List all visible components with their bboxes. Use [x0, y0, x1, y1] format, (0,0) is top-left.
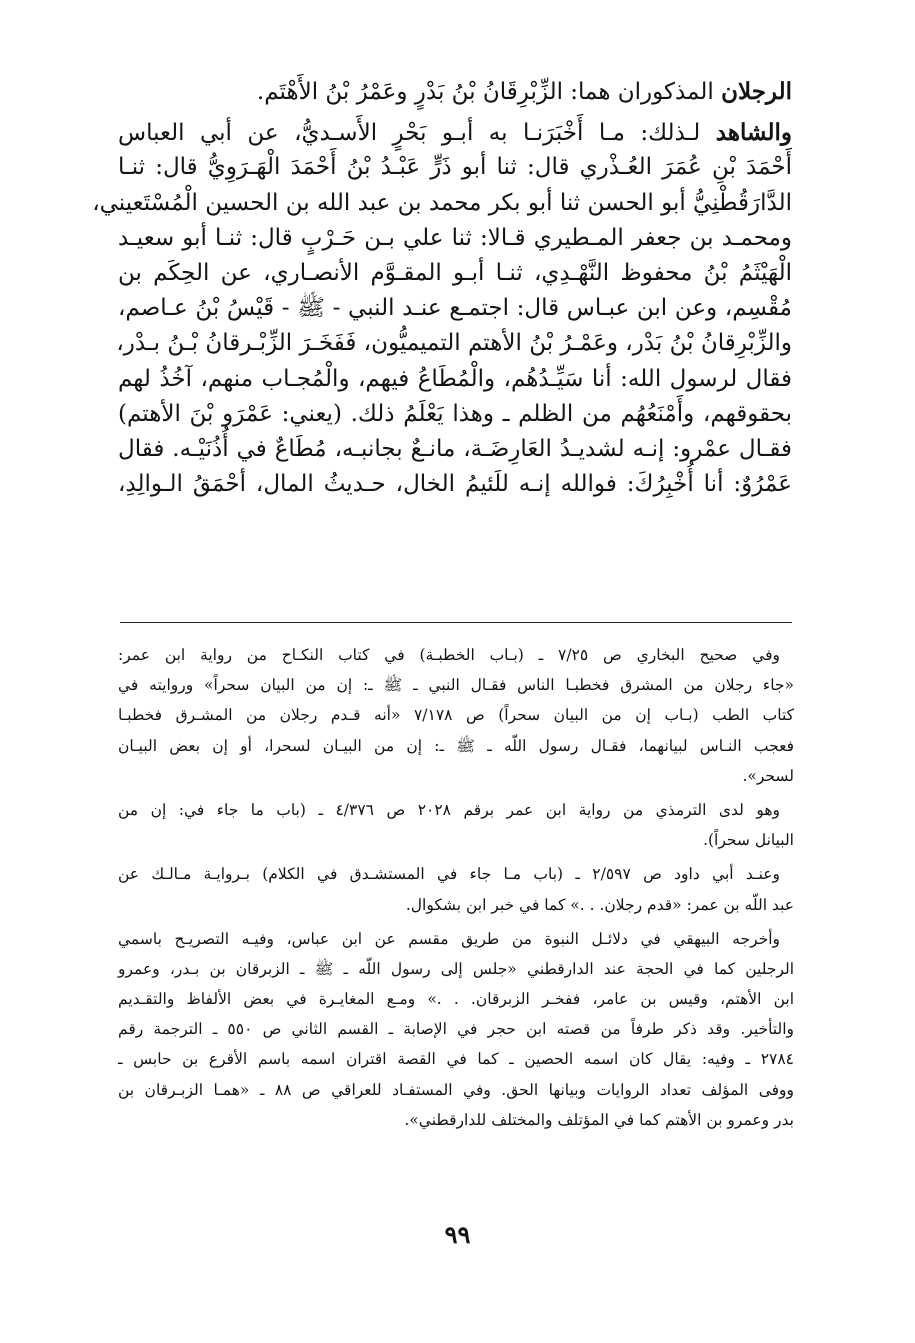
footnotes-block [118, 640, 794, 1139]
footnote-line: وهو لدى الترمذي من رواية ابن عمر برقم ٢٠٢٨ ص ٤/٣٧٦ ـ (باب ما جاء في: إن من [118, 800, 781, 819]
footnote-paragraph [118, 795, 794, 855]
main-line: ومحمـد بن جعفر المـطيري قـالا: ثنا علي بـن حَـرْبٍ قال: ثنـا أبو سعيـد [118, 224, 792, 251]
footnote-line: والتأخير. وقد ذكر طرفاً من قصته ابن حجر في الإصابة ـ القسم الثاني ص ٥٥٠ ـ الترجمة رقم [118, 1020, 794, 1039]
footnote-line: وأخرجه البيهقي في دلائـل النبوة من طريق مقسم عن ابن عباس، وفيـه التصريـح باسمي [118, 929, 780, 948]
footnote-line: ابن الأهتم، وقيس بن عامر، ففخـر الزبرقان. . .» ومـع المغايـرة في بعض الألفاظ والتقـديم [118, 990, 794, 1009]
main-line: بحقوقهم، وأَمْنَعُهُم من الظلم ـ وهذا يَعْلَمُ ذلك. (يعني: عَمْرَو بْنَ الأهتم) [118, 400, 792, 427]
main-line: مُقْسِم، وعن ابن عبـاس قال: اجتمـع عنـد النبي - ﷺ - قَيْسُ بْنُ عـاصم، [118, 295, 792, 322]
main-line: فقال لرسول الله: أنا سَيِّـدُهُم، والْمُطَاعُ فيهم، والْمُجـاب منهم، آخُذُ لهم [118, 365, 792, 392]
page-number: ٩٩ [444, 1220, 471, 1249]
lead-word: الرجلان [721, 78, 792, 105]
footnote-line: البيانل سحراً). [703, 831, 794, 850]
footnote-line: «جاء رجلان من المشرق فخطبـا الناس فقـال النبي ـ ﷺ ـ: إن من البيان سحراً» وروايته في [118, 676, 794, 695]
footnote-paragraph [118, 640, 794, 791]
main-line-text: المذكوران هما: الزِّبْرِقَانُ بْنُ بَدْرٍ وعَمْرُ بْنُ الأَهْتَم. [256, 79, 722, 105]
footnote-line: وعنـد أبي داود ص ٢/٥٩٧ ـ (باب مـا جاء في المستشـدق في الكلام) بـروايـة مـالـك عن [118, 865, 781, 884]
footnote-line: لسحر». [742, 766, 794, 785]
footnote-line: كتاب الطب (بـاب إن من البيان سحراً) ص ٧/١٧٨ «أنه قـدم رجلان من المشـرق فخطبـا [118, 706, 795, 725]
footnote-line: بدر وعمرو بن الأهتم كما في المؤتلف والمختلف للدارقطني». [404, 1110, 794, 1129]
footnote-divider [120, 622, 792, 623]
footnote-paragraph [118, 859, 794, 919]
main-line: الْهَيْثَمُ بْنُ محفوظ النَّهْـدِي، ثنـا أبـو المقـوَّم الأنصـاري، عن الحِكَم بن [118, 259, 792, 286]
footnote-line: الرجلين كما في الحجة عند الدارقطني «جلس إلى رسول اللّه ـ ﷺ ـ الزبرقان بن بـدر، وعمرو [118, 959, 794, 978]
main-line [118, 115, 792, 150]
main-line-text: لـذلك: مـا أَخْبَرَنـا به أبـو بَحْرٍ الأَسـديُّ، عن أبي العباس [118, 120, 716, 147]
main-line [118, 74, 792, 109]
main-line: أَحْمَدَ بْنِ عُمَرَ العُـذْري قال: ثنا أبو ذَرٍّ عَبْـدُ بْنُ أَحْمَدَ الْهَـرَوِيُّ قال: ثنـا [118, 154, 792, 181]
footnote-line: ٢٧٨٤ ـ وفيه: يقال كان اسمه الحصين ـ كما في القصة اقتران اسمه باسم الأقرع بن حابس ـ [118, 1050, 794, 1069]
main-line: عَمْرُوٌ: أنا أُخْبِرُكَ: فوالله إنـه للَئيمُ الخال، حـديثُ المال، أحْمَقُ الـوالِدِ، [118, 471, 792, 498]
footnote-line: ووفى المؤلف تعداد الروايات وبيانها الحق. وفي المستفـاد للعراقي ص ٨٨ ـ «همـا الزبـرقان بن [118, 1080, 794, 1099]
footnote-paragraph [118, 924, 794, 1135]
main-line: فقـال عمْرو: إنـه لشديـدُ العَارِضَـة، مانـعٌ بجانبـه، مُطَاعٌ في أُذُنَيْـه. فقال [118, 435, 792, 462]
lead-word: والشاهد [715, 119, 792, 147]
footnote-line: عبد اللّه بن عمر: «قدم رجلان. . .» كما في خبر ابن بشكوال. [405, 895, 794, 914]
footnote-line: وفي صحيح البخاري ص ٧/٢٥ ـ (بـاب الخطبـة) في كتاب النكـاح من رواية ابن عمر: [118, 646, 780, 664]
main-line: والزِّبْرِقانُ بْنُ بَدْر، وعَمْـرُ بْنُ الأهتم التميميُّون، فَفَخَـرَ الزِّبْـرقانُ بْـنُ بـدْر، [116, 330, 792, 357]
footnote-line: فعجب النـاس لبيانهما، فقـال رسول اللّه ـ ﷺ ـ: إن من البيـان لسحرا، أو إن بعض البيـان [118, 736, 794, 755]
main-text-block [92, 74, 792, 502]
main-line: الدَّارَقُطْنِيُّ أبو الحسن ثنا أبو بكر محمد بن عبد الله بن الحسين الْمُسْتَعيني، [92, 189, 792, 216]
